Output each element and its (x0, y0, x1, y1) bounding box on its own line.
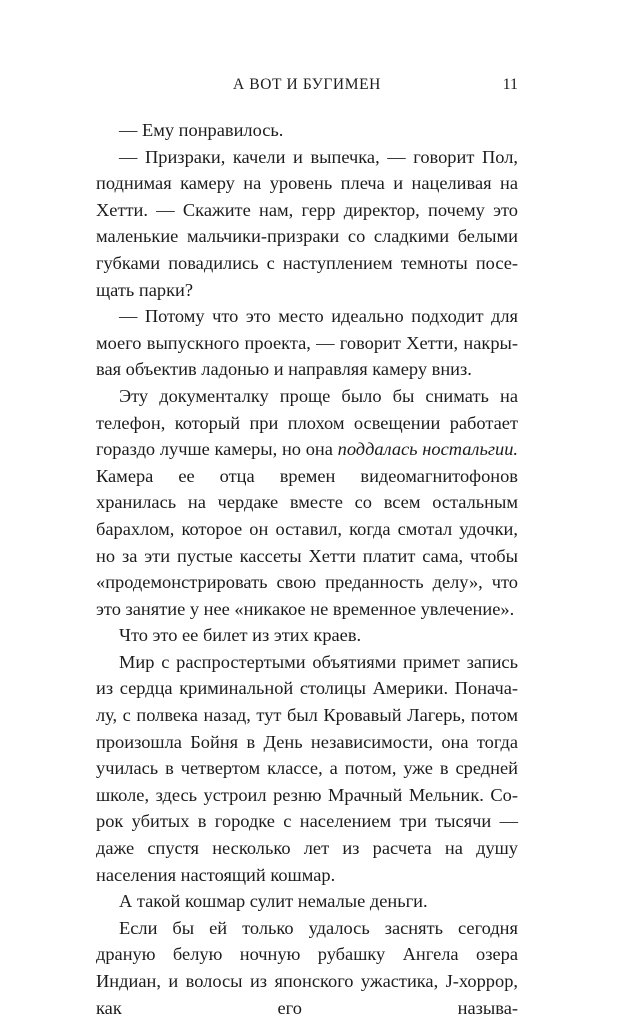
paragraph (96, 383, 518, 622)
paragraph: — Потому что это место идеально подходит для моего выпускного проекта, — говорит Хетти, накрывая объектив ладонью и направляя камеру вниз. (96, 306, 518, 380)
running-title: А ВОТ И БУГИМЕН (233, 76, 381, 93)
page-header (96, 76, 518, 100)
paragraph: А такой кошмар сулит немалые деньги. (119, 891, 428, 912)
paragraph: — Ему понравилось. (119, 120, 284, 140)
paragraph: — Призраки, качели и выпечка, — говорит Пол, поднимая камеру на уровень плеча и нацеливая на Хетти. — Скажите нам, герр директор, почему это маленькие мальчики-призраки со сладкими белыми губками повадились с наступлением темноты посещать парки? (96, 146, 518, 300)
paragraph: Что это ее билет из этих краев. (119, 625, 362, 646)
paragraph-end: Камера ее отца времен видеомагнитофонов хранилась на чердаке вместе со всем остальным барахлом, которое он оставил, когда смотал удочки, но за эти пустые кассеты Хетти платит сама, чтобы «продемонстрировать свою преданность делу», что это занятие у нее «никакое не временное увлечение». (96, 465, 518, 619)
paragraph: Если бы ей только удалось заснять сегодня драную белую ночную рубашку Ангела озера Индиан, и волосы из японского ужастика, J-хоррор, как его называ- (96, 917, 518, 1018)
paragraph: Мир с распростертыми объятиями примет запись из сердца криминальной столицы Америки. Поначaлу, с полвека назад, тут был Кровавый Лагерь, потом произошла Бойня в День независимости, она тогда училась в четвертом классе, а потом, уже в средней школе, здесь устроил резню Мрачный Мельник. Сорок убитых в городке с населением три тысячи — даже спустя несколько лет из расчета на душу населения настоящий кошмар. (96, 651, 518, 885)
page-number: 11 (502, 76, 518, 93)
italic-phrase: поддалась ностальгии. (337, 439, 518, 460)
paragraph-start: Эту документалку проще было бы снимать на телефон, который при плохом освещении работает гораздо лучше камеры, но она (96, 385, 518, 460)
body-text (96, 117, 518, 1021)
